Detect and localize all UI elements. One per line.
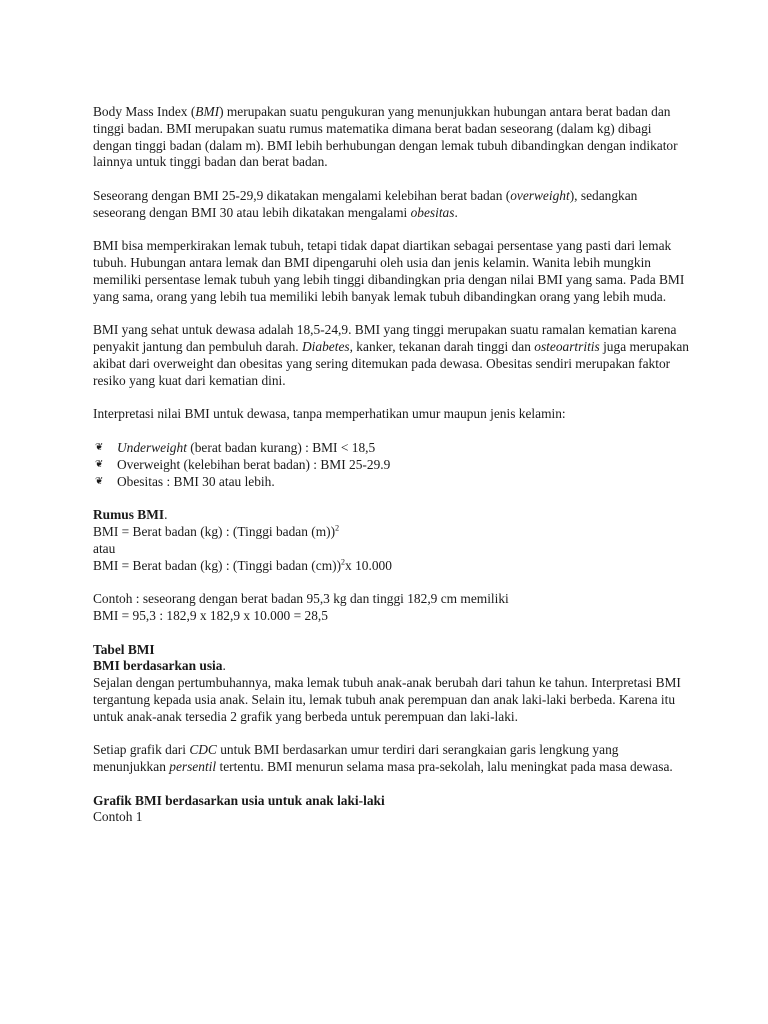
paragraph-overweight: Seseorang dengan BMI 25-29,9 dikatakan mengalami kelebihan berat badan (overweight), sedangkan seseorang dengan BMI 30 atau lebih dikatakan mengalami obesitas. [93,187,638,220]
grafik-heading: Grafik BMI berdasarkan usia untuk anak laki-laki [93,792,385,808]
formula-centimeter: BMI = Berat badan (kg) : (Tinggi badan (cm))$^2$x 10.000 [93,557,392,573]
bullet-icon: ❦ [95,475,104,487]
list-item: ❦ Obesitas : BMI 30 atau lebih. [95,473,275,489]
list-item: ❦ Underweight (berat badan kurang) : BMI < 18,5 [95,439,376,455]
example-result: BMI = 95,3 : 182,9 x 182,9 x 10.000 = 28,5 [93,607,328,623]
paragraph-body-fat: BMI bisa memperkirakan lemak tubuh, tetapi tidak dapat diartikan sebagai persentase yang pasti dari lemak tubuh. Hubungan antara lemak dan BMI dipengaruhi oleh usia dan jenis kelamin. Wanita lebih mungkin memiliki persentase lemak tubuh yang lebih tinggi dibandingkan pria dengan nilai BMI yang sama. Pada BMI yang sama, orang yang lebih tua memiliki lebih banyak lemak tubuh dibandingkan orang yang lebih muda. [93,238,685,304]
paragraph-cdc-chart: Setiap grafik dari CDC untuk BMI berdasarkan umur terdiri dari serangkaian garis lengkung yang menunjukkan persentil tertentu. BMI menurun selama masa pra-sekolah, lalu meningkat pada masa dewasa. [93,742,673,775]
bullet-icon: ❦ [95,458,104,470]
tabel-heading: Tabel BMI [93,641,155,657]
example-label: Contoh 1 [93,809,143,825]
bullet-icon: ❦ [95,441,104,453]
document-body [93,104,693,826]
formula-meter: BMI = Berat badan (kg) : (Tinggi badan (m))$^2$ [93,523,340,539]
example-line: Contoh : seseorang dengan berat badan 95,3 kg dan tinggi 182,9 cm memiliki [93,591,509,607]
tabel-subheading: BMI berdasarkan usia. [93,658,226,674]
bmi-category-list [93,440,693,490]
paragraph-interpretation: Interpretasi nilai BMI untuk dewasa, tanpa memperhatikan umur maupun jenis kelamin: [93,406,566,422]
formula-separator: atau [93,540,116,556]
rumus-heading: Rumus BMI. [93,507,168,523]
paragraph-bmi-definition: Body Mass Index (BMI) merupakan suatu pengukuran yang menunjukkan hubungan antara berat badan dan tinggi badan. BMI merupakan suatu rumus matematika dimana berat badan seseorang (dalam kg) dibagi dengan tinggi badan (dalam m). BMI lebih berhubungan dengan lemak tubuh dibandingkan dengan indikator lainnya untuk tinggi badan dan berat badan. [93,104,678,170]
paragraph-children-bmi: Sejalan dengan pertumbuhannya, maka lemak tubuh anak-anak berubah dari tahun ke tahun. Interpretasi BMI tergantung kepada usia anak. Selain itu, lemak tubuh anak perempuan dan anak laki-laki berbeda. Karena itu untuk anak-anak tersedia 2 grafik yang berbeda untuk perempuan dan laki-laki. [93,675,681,724]
paragraph-healthy-bmi: BMI yang sehat untuk dewasa adalah 18,5-24,9. BMI yang tinggi merupakan suatu ramalan kematian karena penyakit jantung dan pembuluh darah. Diabetes, kanker, tekanan darah tinggi dan osteoartritis juga merupakan akibat dari overweight dan obesitas yang sering ditemukan pada dewasa. Obesitas sendiri merupakan faktor resiko yang kuat dari kematian dini. [93,322,689,388]
list-item: ❦ Overweight (kelebihan berat badan) : BMI 25-29.9 [95,456,391,472]
